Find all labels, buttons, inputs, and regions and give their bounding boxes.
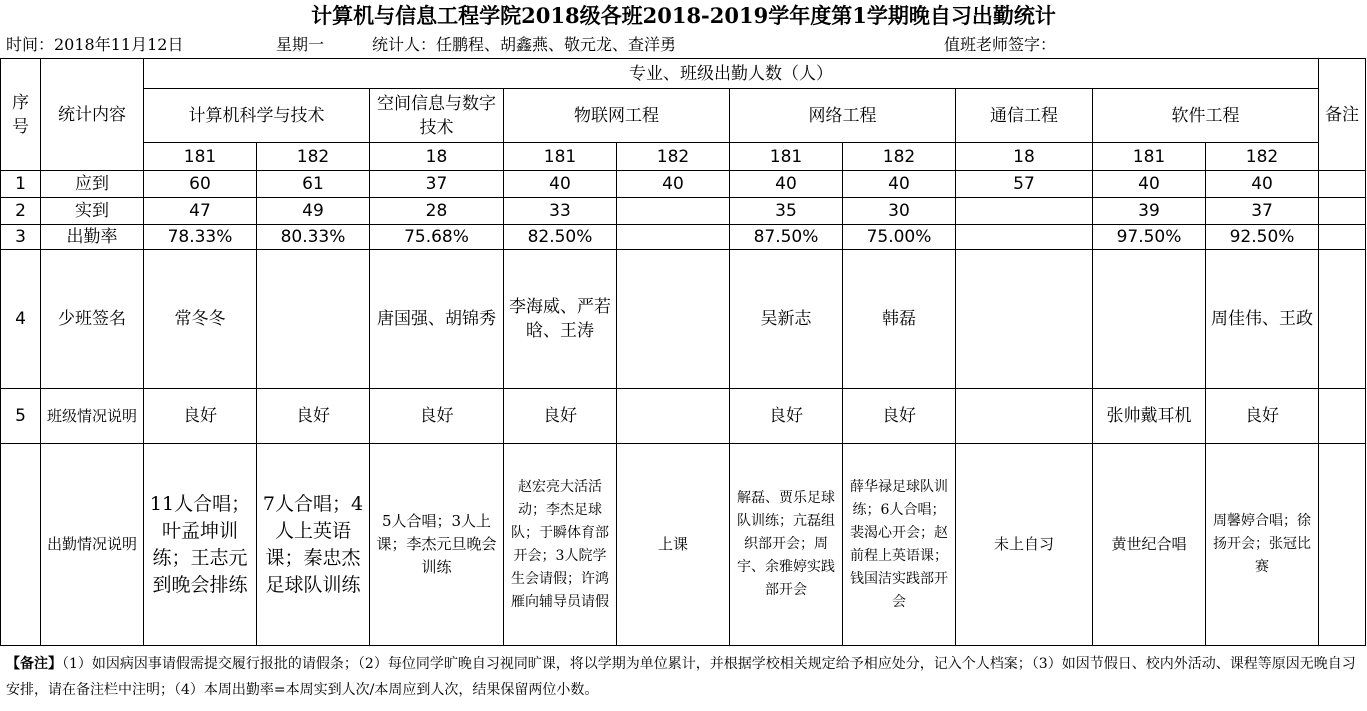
table-cell: 97.50% [1093,225,1206,250]
table-cell: 5人合唱；3人上课；李杰元旦晚会训练 [370,444,504,646]
row-label: 出勤情况说明 [41,444,144,646]
table-cell: 80.33% [257,225,370,250]
page-title: 计算机与信息工程学院2018级各班2018-2019学年度第1学期晚自习出勤统计 [311,3,1056,28]
table-cell: 47 [144,198,257,225]
table-cell: 75.68% [370,225,504,250]
row-label: 出勤率 [41,225,144,250]
class-header: 18 [370,143,504,171]
table-cell: 良好 [730,389,843,444]
row-seq: 1 [1,171,41,198]
table-cell: 上课 [617,444,730,646]
table-cell: 赵宏亮大活活动；李杰足球队；于瞬体育部开会；3人院学生会请假；许鸿雁向辅导员请假 [504,444,617,646]
major-header: 物联网工程 [504,89,730,143]
table-cell: 40 [504,171,617,198]
table-cell: 良好 [504,389,617,444]
table-row-rate [1,225,1366,250]
major-header: 软件工程 [1093,89,1319,143]
table-row-class-status [1,389,1366,444]
table-cell: 11人合唱；叶孟坤训练；王志元到晚会排练 [144,444,257,646]
row-label: 少班签名 [41,250,144,389]
remark-cell [1319,250,1366,389]
table-cell: 解磊、贾乐足球队训练；亢磊组织部开会；周宇、余雅婷实践部开会 [730,444,843,646]
table-cell: 良好 [370,389,504,444]
class-header: 182 [843,143,956,171]
table-cell: 周佳伟、王政 [1206,250,1319,389]
table-cell [257,250,370,389]
row-seq: 4 [1,250,41,389]
statisticians-text: 统计人：任鹏程、胡鑫燕、敬元龙、查洋勇 [372,35,677,54]
table-cell: 薛华禄足球队训练；6人合唱；裴渴心开会；赵前程上英语课；钱国洁实践部开会 [843,444,956,646]
major-header: 网络工程 [730,89,956,143]
row-seq: 3 [1,225,41,250]
table-cell: 60 [144,171,257,198]
class-header: 182 [257,143,370,171]
date-text: 时间：2018年11月12日 [6,35,184,54]
row-label: 应到 [41,171,144,198]
remark-cell [1319,225,1366,250]
row-label: 实到 [41,198,144,225]
table-cell: 40 [843,171,956,198]
class-header: 181 [1093,143,1206,171]
remark-cell [1319,444,1366,646]
table-cell: 良好 [843,389,956,444]
group-header: 专业、班级出勤人数（人） [144,59,1319,89]
table-cell: 78.33% [144,225,257,250]
table-cell: 37 [1206,198,1319,225]
table-cell: 82.50% [504,225,617,250]
table-row-absent [1,250,1366,389]
table-cell: 7人合唱；4人上英语课；秦忠杰足球队训练 [257,444,370,646]
row-seq [1,444,41,646]
remark-cell [1319,389,1366,444]
major-header: 空间信息与数字技术 [370,89,504,143]
weekday-text: 星期一 [276,35,325,54]
table-cell: 40 [1093,171,1206,198]
remark-cell [1319,198,1366,225]
table-cell [617,389,730,444]
table-cell: 39 [1093,198,1206,225]
table-cell: 35 [730,198,843,225]
footer-note [6,651,1361,703]
remark-header: 备注 [1319,59,1366,171]
table-row-actual [1,198,1366,225]
table-cell: 40 [1206,171,1319,198]
table-cell: 75.00% [843,225,956,250]
row-seq: 5 [1,389,41,444]
table-cell: 常冬冬 [144,250,257,389]
table-cell [956,250,1093,389]
table-cell: 40 [617,171,730,198]
table-cell: 周馨婷合唱；徐扬开会；张冠比赛 [1206,444,1319,646]
class-header: 181 [144,143,257,171]
table-cell: 92.50% [1206,225,1319,250]
major-header: 计算机科学与技术 [144,89,370,143]
table-cell [1093,250,1206,389]
table-cell: 49 [257,198,370,225]
row-label: 班级情况说明 [41,389,144,444]
table-cell: 张帅戴耳机 [1093,389,1206,444]
table-cell: 李海威、严若晗、王涛 [504,250,617,389]
table-cell: 良好 [1206,389,1319,444]
table-cell: 韩磊 [843,250,956,389]
table-cell: 33 [504,198,617,225]
table-cell: 30 [843,198,956,225]
table-cell [956,225,1093,250]
table-cell [617,225,730,250]
table-cell [617,250,730,389]
class-header: 181 [730,143,843,171]
table-cell: 良好 [257,389,370,444]
seq-header: 序号 [1,59,41,171]
table-cell: 61 [257,171,370,198]
row-seq: 2 [1,198,41,225]
class-header: 182 [617,143,730,171]
table-cell: 未上自习 [956,444,1093,646]
info-row [0,30,1367,58]
footer-note-text: （1）如因病因事请假需提交履行报批的请假条；（2）每位同学旷晚自习视同旷课，将以学期为单位累计，并根据学校相关规定给予相应处分，记入个人档案；（3）如因节假日、校内外活动、课程等原因无晚自习安排，请在备注栏中注明；（4）本周出勤率=本周实到人次/本周应到人次，结果保留两位小数。 [6,656,1356,698]
footer-note-label: 【备注】 [6,656,62,672]
table-cell: 37 [370,171,504,198]
table-cell [617,198,730,225]
attendance-table [0,58,1366,646]
table-cell: 良好 [144,389,257,444]
table-cell: 吴新志 [730,250,843,389]
table-cell [956,389,1093,444]
table-row-attendance-notes [1,444,1366,646]
table-row-expected [1,171,1366,198]
table-cell: 87.50% [730,225,843,250]
table-cell: 唐国强、胡锦秀 [370,250,504,389]
class-header-row [1,143,1366,171]
teacher-sign-label: 值班老师签字： [944,35,1057,54]
class-header: 18 [956,143,1093,171]
remark-cell [1319,171,1366,198]
table-cell: 57 [956,171,1093,198]
content-header: 统计内容 [41,59,144,171]
table-cell [956,198,1093,225]
table-cell: 40 [730,171,843,198]
class-header: 181 [504,143,617,171]
table-cell: 28 [370,198,504,225]
major-header: 通信工程 [956,89,1093,143]
class-header: 182 [1206,143,1319,171]
table-cell: 黄世纪合唱 [1093,444,1206,646]
